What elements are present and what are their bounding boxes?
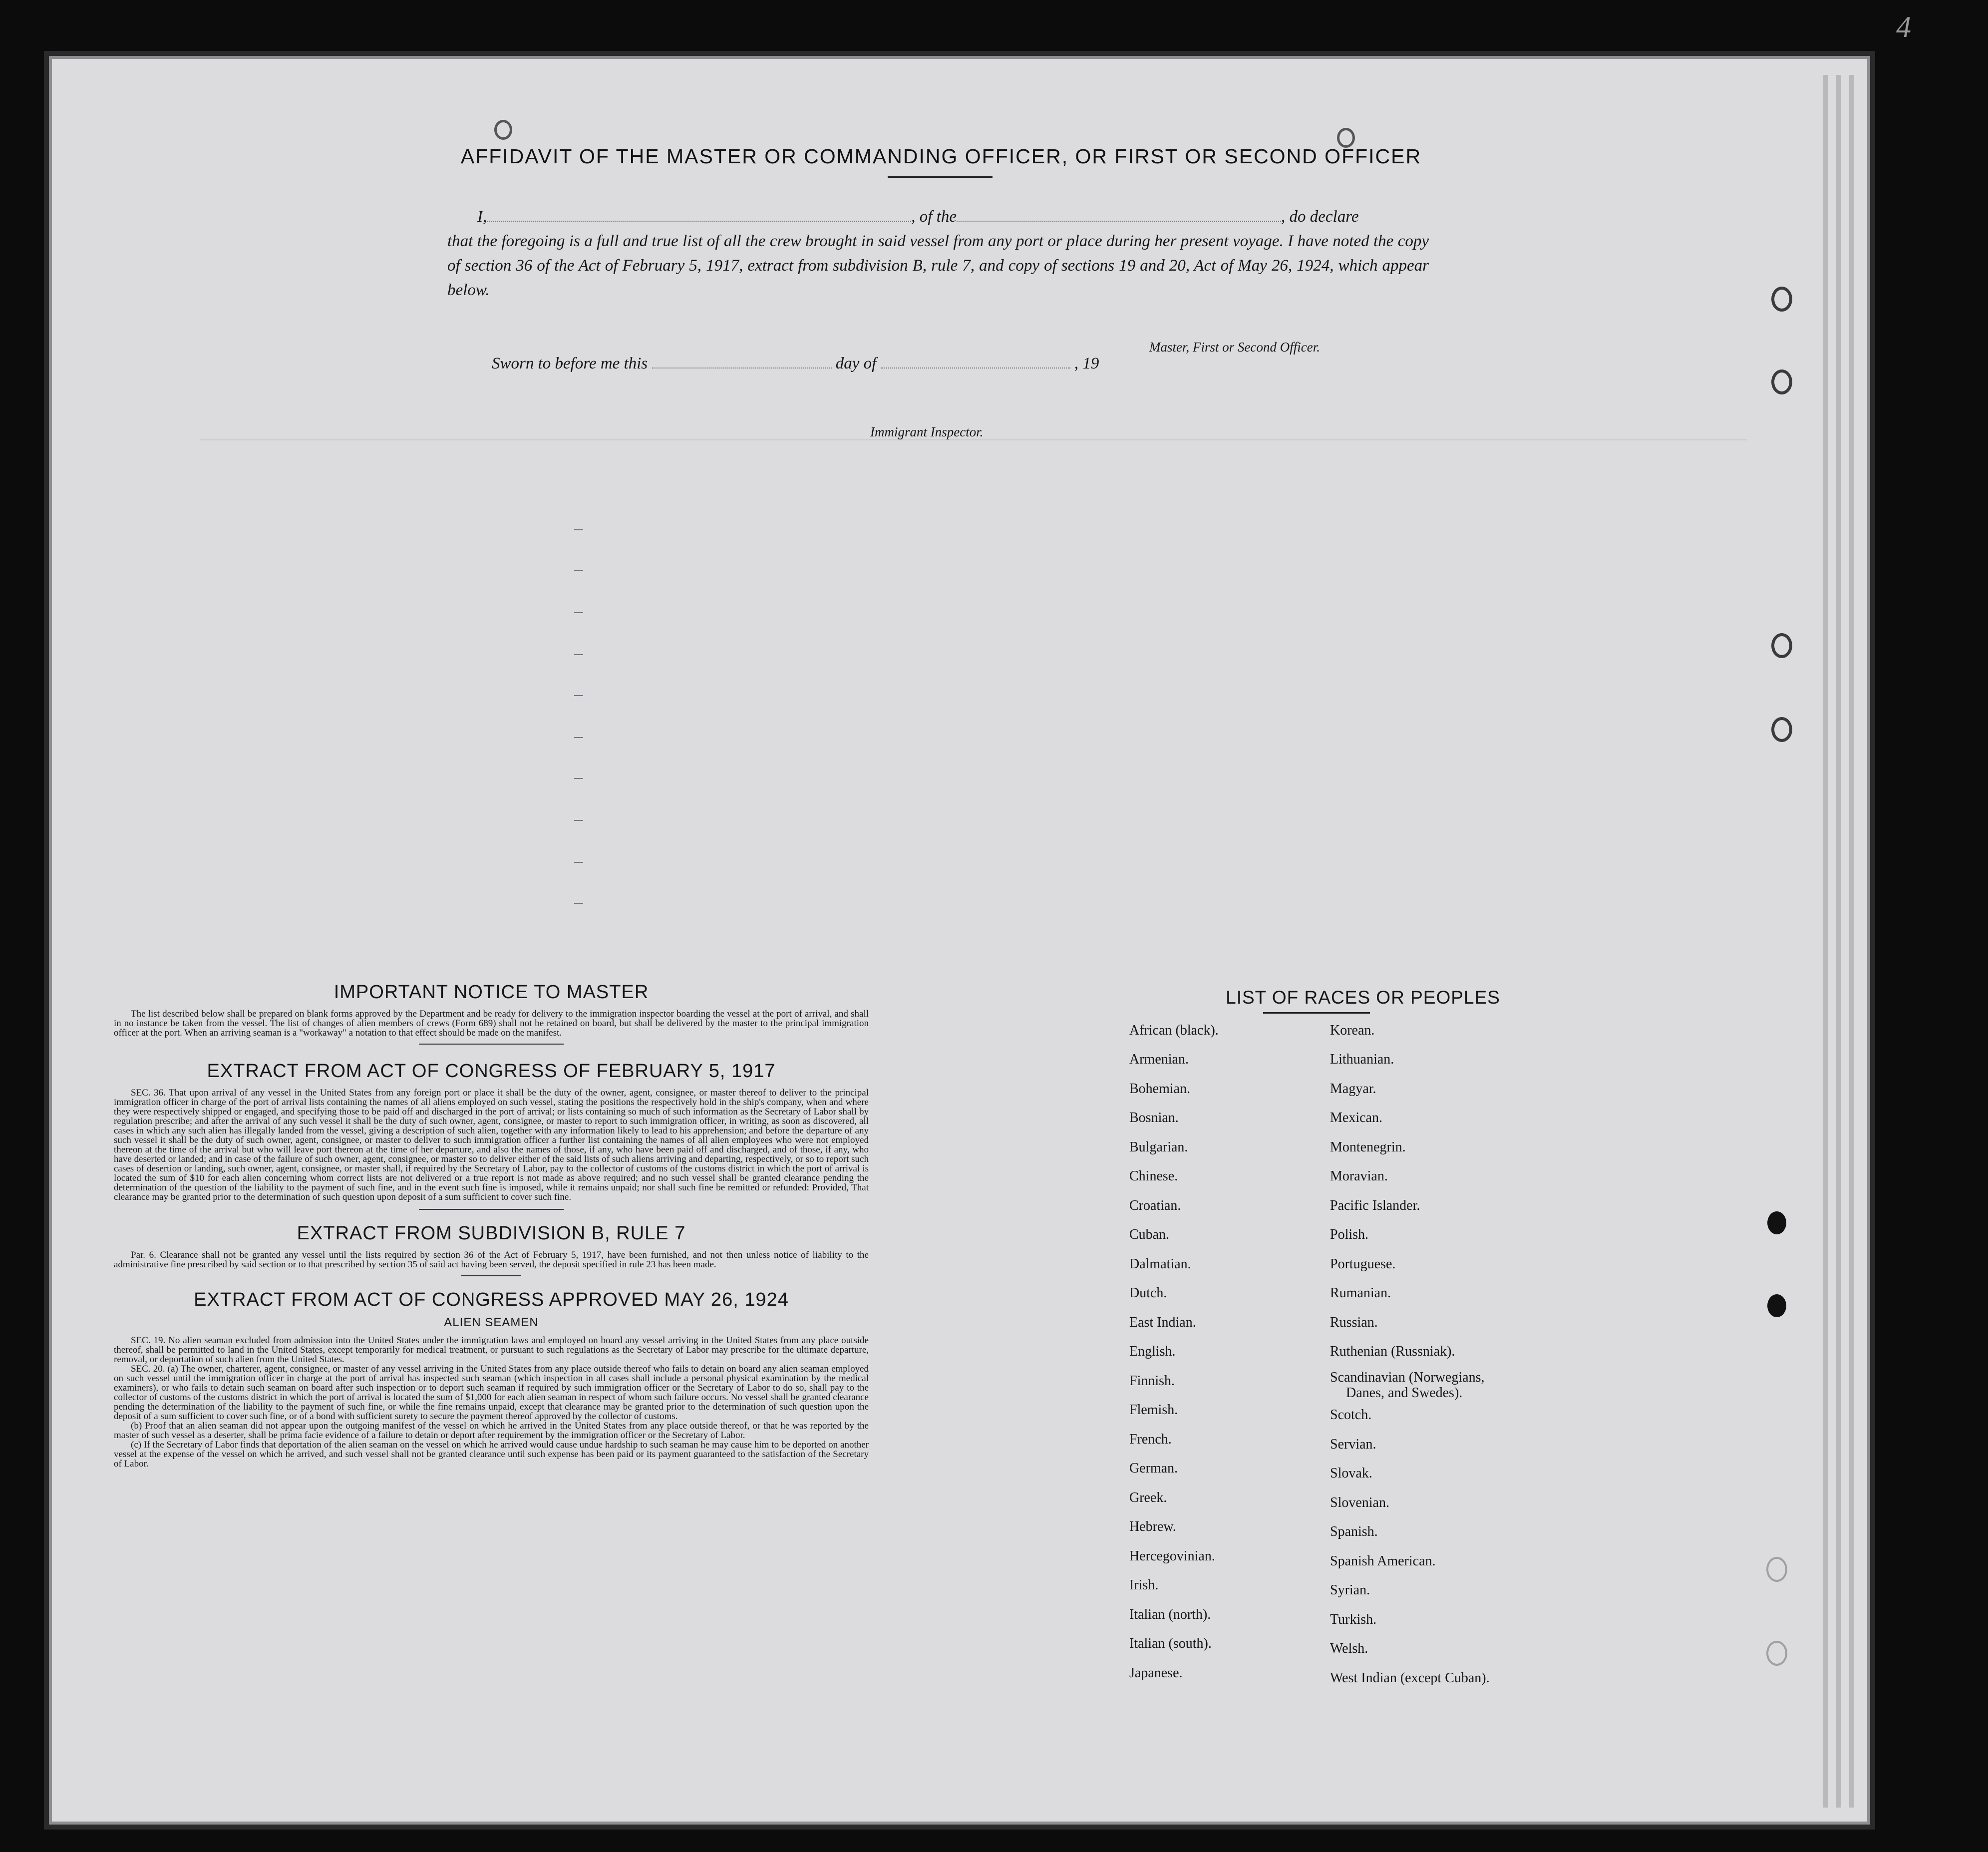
affidavit-of-the: , of the bbox=[911, 208, 957, 226]
section-divider bbox=[461, 1275, 521, 1276]
extract-rule7-title: EXTRACT FROM SUBDIVISION B, RULE 7 bbox=[297, 1223, 686, 1244]
race-item-continuation: Danes, and Swedes). bbox=[1346, 1385, 1463, 1401]
master-caption: Master, First or Second Officer. bbox=[1149, 340, 1320, 355]
race-item: English. bbox=[1129, 1344, 1176, 1359]
race-item: Montenegrin. bbox=[1330, 1139, 1406, 1155]
binder-hole bbox=[1771, 633, 1792, 658]
sworn-label: Sworn to before me this bbox=[492, 355, 648, 372]
notice-body: The list described below shall be prepared on blank forms approved by the Department and be ready for delivery to the immigration inspector boarding the vessel at the port of arrival, and shall in no instance be taken from the vessel. The list of changes of alien members of crews (Form 689) shall not be retained on board, but shall be delivered by the master to the principal immigration officer at the port. When an arriving seaman is a "workaway" a notation to that effect should be made on the manifest. bbox=[114, 1009, 869, 1038]
race-item: Portuguese. bbox=[1330, 1256, 1396, 1272]
binder-hole bbox=[1766, 1641, 1787, 1666]
inspector-caption: Immigrant Inspector. bbox=[870, 424, 984, 439]
binder-hole bbox=[1766, 1557, 1787, 1582]
race-item: Syrian. bbox=[1330, 1582, 1370, 1598]
race-item: Hebrew. bbox=[1129, 1519, 1176, 1534]
race-item: Chinese. bbox=[1129, 1168, 1178, 1184]
race-item: Japanese. bbox=[1129, 1665, 1183, 1681]
race-item: Ruthenian (Russniak). bbox=[1330, 1344, 1455, 1359]
race-item: African (black). bbox=[1129, 1023, 1219, 1038]
day-of-label: day of bbox=[835, 355, 877, 372]
race-item: Welsh. bbox=[1330, 1641, 1368, 1656]
sworn-month-blank[interactable] bbox=[881, 353, 1070, 369]
races-title-underline bbox=[1263, 1012, 1370, 1014]
race-item: Scotch. bbox=[1330, 1407, 1372, 1423]
margin-mark: 4 bbox=[1896, 10, 1911, 43]
race-item: Croatian. bbox=[1129, 1198, 1181, 1213]
extract-1924-title: EXTRACT FROM ACT OF CONGRESS APPROVED MAY 26, 1924 bbox=[194, 1289, 789, 1310]
affidavit-do-declare: , do declare bbox=[1281, 208, 1359, 226]
affidavit-body: that the foregoing is a full and true list of all the crew brought in said vessel from any port or place during her present voyage. I have noted the copy of section 36 of the Act of February 5, 1917, extract from subdivision B, rule 7, and copy of sections 19 and 20, Act of May 26, 1924, which appear below. bbox=[447, 232, 1429, 299]
race-item: Servian. bbox=[1330, 1437, 1376, 1452]
binder-hole bbox=[1767, 1211, 1786, 1234]
race-item: Greek. bbox=[1129, 1490, 1167, 1505]
race-item: Spanish. bbox=[1330, 1524, 1378, 1539]
alien-seamen-subtitle: ALIEN SEAMEN bbox=[444, 1316, 539, 1329]
binder-hole bbox=[1771, 287, 1792, 312]
year-prefix: , 19 bbox=[1074, 355, 1099, 372]
vessel-blank[interactable] bbox=[957, 206, 1281, 222]
notice-title: IMPORTANT NOTICE TO MASTER bbox=[333, 982, 649, 1003]
race-item: Bosnian. bbox=[1129, 1110, 1179, 1125]
race-item: Hercegovinian. bbox=[1129, 1548, 1215, 1564]
sec-20a-paragraph: SEC. 20. (a) The owner, charterer, agent, consignee, or master of any vessel arriving in the United States from any place outside thereof who fails to detain on board any alien seaman employed on such vessel until the immigration officer in charge at the port of arrival has inspected such seaman (which inspection in all cases shall include a personal physical examination by the medical examiners), or who fails to detain such seaman on board after such inspection or to deport such seaman if required by such immigration officer or the Secretary of Labor to do so, shall pay to the collector of customs of the customs district in which the port of arrival is located the sum of $1,000 for each alien seaman in respect of whom such failure occurs. No vessel shall be granted clearance pending the determination of the liability to the payment of such fine, or while the fine remains unpaid, except that clearance may be granted prior to the determination of such question upon the deposit of a sum sufficient to cover such fine, or of a bond with sufficient surety to secure the payment thereof approved by the collector of customs. bbox=[114, 1364, 869, 1422]
stacked-page-edge bbox=[1849, 75, 1854, 1808]
race-item: Pacific Islander. bbox=[1330, 1198, 1420, 1213]
race-item: Korean. bbox=[1330, 1023, 1375, 1038]
race-item: Bulgarian. bbox=[1129, 1139, 1188, 1155]
race-item: Italian (south). bbox=[1129, 1636, 1212, 1651]
race-item: Bohemian. bbox=[1129, 1081, 1191, 1097]
race-item: Slovenian. bbox=[1330, 1495, 1389, 1510]
race-item: German. bbox=[1129, 1461, 1178, 1476]
punch-mark bbox=[494, 120, 512, 140]
race-item: Spanish American. bbox=[1330, 1553, 1436, 1569]
race-item: Scandinavian (Norwegians, bbox=[1330, 1370, 1485, 1385]
race-item: Turkish. bbox=[1330, 1612, 1377, 1627]
race-item: Polish. bbox=[1330, 1227, 1369, 1242]
race-item: Finnish. bbox=[1129, 1373, 1175, 1389]
race-item: Cuban. bbox=[1129, 1227, 1170, 1242]
name-blank[interactable] bbox=[487, 206, 911, 222]
section-divider bbox=[419, 1209, 564, 1210]
sec-19-paragraph: SEC. 19. No alien seaman excluded from admission into the United States under the immigration laws and employed on board any vessel arriving in the United States from any place outside thereof, shall be permitted to land in the United States, except temporarily for medical treatment, or pursuant to such regulations as the Secretary of Labor may prescribe for the ultimate departure, removal, or deportation of such alien from the United States. bbox=[114, 1335, 869, 1365]
race-item: Irish. bbox=[1129, 1577, 1159, 1593]
notice-column bbox=[114, 982, 869, 1469]
race-item: Dutch. bbox=[1129, 1285, 1167, 1301]
race-item: Flemish. bbox=[1129, 1402, 1178, 1418]
sec-20b-paragraph: (b) Proof that an alien seaman did not appear upon the outgoing manifest of the vessel on which he arrived in the United States from any place outside thereof, or that he was reported by the master of such vessel as a deserter, shall be prima facie evidence of a failure to detain or deport after requirement by the immigration officer or the Secretary of Labor. bbox=[114, 1421, 869, 1441]
race-item: Magyar. bbox=[1330, 1081, 1376, 1097]
race-item: Moravian. bbox=[1330, 1168, 1388, 1184]
race-item: Dalmatian. bbox=[1129, 1256, 1191, 1272]
title-underline bbox=[888, 176, 993, 178]
race-item: West Indian (except Cuban). bbox=[1330, 1670, 1490, 1686]
race-item: East Indian. bbox=[1129, 1315, 1196, 1330]
binder-hole bbox=[1771, 717, 1792, 742]
race-item: Mexican. bbox=[1330, 1110, 1382, 1125]
binder-hole bbox=[1767, 1294, 1786, 1317]
affidavit-declaration bbox=[447, 205, 1429, 303]
race-item: French. bbox=[1129, 1432, 1172, 1447]
sworn-day-blank[interactable] bbox=[652, 353, 832, 369]
race-item: Lithuanian. bbox=[1330, 1052, 1394, 1067]
binder-hole bbox=[1771, 370, 1792, 394]
section-divider bbox=[419, 1044, 564, 1045]
race-item: Italian (north). bbox=[1129, 1607, 1211, 1622]
sec-20c-paragraph: (c) If the Secretary of Labor finds that deportation of the alien seaman on the vessel on which he arrived would cause undue hardship to such seaman he may cause him to be deported on another vessel at the expense of the vessel on which he arrived, and such vessel shall not be granted clearance until such expense has been paid or its payment guaranteed to the satisfaction of the Secretary of Labor. bbox=[114, 1440, 869, 1469]
race-item: Russian. bbox=[1330, 1315, 1378, 1330]
races-title: LIST OF RACES OR PEOPLES bbox=[1226, 987, 1500, 1008]
affidavit-opening: I, bbox=[477, 208, 487, 226]
stacked-page-edge bbox=[1836, 75, 1841, 1808]
race-item: Slovak. bbox=[1330, 1466, 1372, 1481]
race-item: Rumanian. bbox=[1330, 1285, 1391, 1301]
sworn-line bbox=[492, 353, 1440, 373]
affidavit-title: AFFIDAVIT OF THE MASTER OR COMMANDING OFFICER, OR FIRST OR SECOND OFFICER bbox=[460, 145, 1422, 168]
extract-1917-title: EXTRACT FROM ACT OF CONGRESS OF FEBRUARY 5, 1917 bbox=[207, 1061, 776, 1082]
extract-1917-body: SEC. 36. That upon arrival of any vessel in the United States from any foreign port or place it shall be the duty of the owner, agent, consignee, or master thereof to deliver to the principal immigration officer in charge of the port of arrival lists containing the names of all aliens employed on such vessel, stating the positions the respectively hold in the ship's company, when and where they were respectively shipped or engaged, and specifying those to be paid off and discharged in the port of arrival; or lists containing so much of such information as the Secretary of Labor shall by regulation prescribe; and after the arrival of any such vessel it shall be the duty of such owner, agent, consignee, or master to report to such immigration officer, in writing, as soon as discovered, all cases in which any such alien has illegally landed from the vessel, giving a description of such alien, together with any information likely to lead to his apprehension; and before the departure of any such vessel it shall be the duty of such owner, agent, consignee, or master to deliver to such immigration officer a further list containing the names of all alien employees who were not employed thereon at the time of the arrival but who will leave port thereon at the time of her departure, and also the names of those, if any, who have been paid off and discharged, and of those, if any, who have deserted or landed; and in case of the failure of such owner, agent, consignee, or master so to deliver either of the said lists of such aliens arriving and departing, respectively, or so to report such cases of desertion or landing, such owner, agent, consignee, or master shall, if required by the Secretary of Labor, pay to the collector of customs of the customs district in which the port of arrival is located the sum of $10 for each alien concerning whom correct lists are not delivered or a true report is not made as above required; and no such vessel shall be granted clearance pending the determination of the question of the liability to the payment of such fine, and in the event such fine is imposed, while it remains unpaid; nor shall such fine be remitted or refunded: Provided, That clearance may be granted prior to the determination of such question upon deposit of a sum sufficient to cover such fine. bbox=[114, 1088, 869, 1202]
extract-rule7-body: Par. 6. Clearance shall not be granted any vessel until the lists required by section 36 of the Act of February 5, 1917, have been furnished, and not then unless notice of liability to the administrative fine prescribed by said section or to that prescribed by section 35 of said act having been served, the deposit specified in rule 23 has been made. bbox=[114, 1250, 869, 1270]
race-item: Armenian. bbox=[1129, 1052, 1189, 1067]
stacked-page-edge bbox=[1823, 75, 1828, 1808]
